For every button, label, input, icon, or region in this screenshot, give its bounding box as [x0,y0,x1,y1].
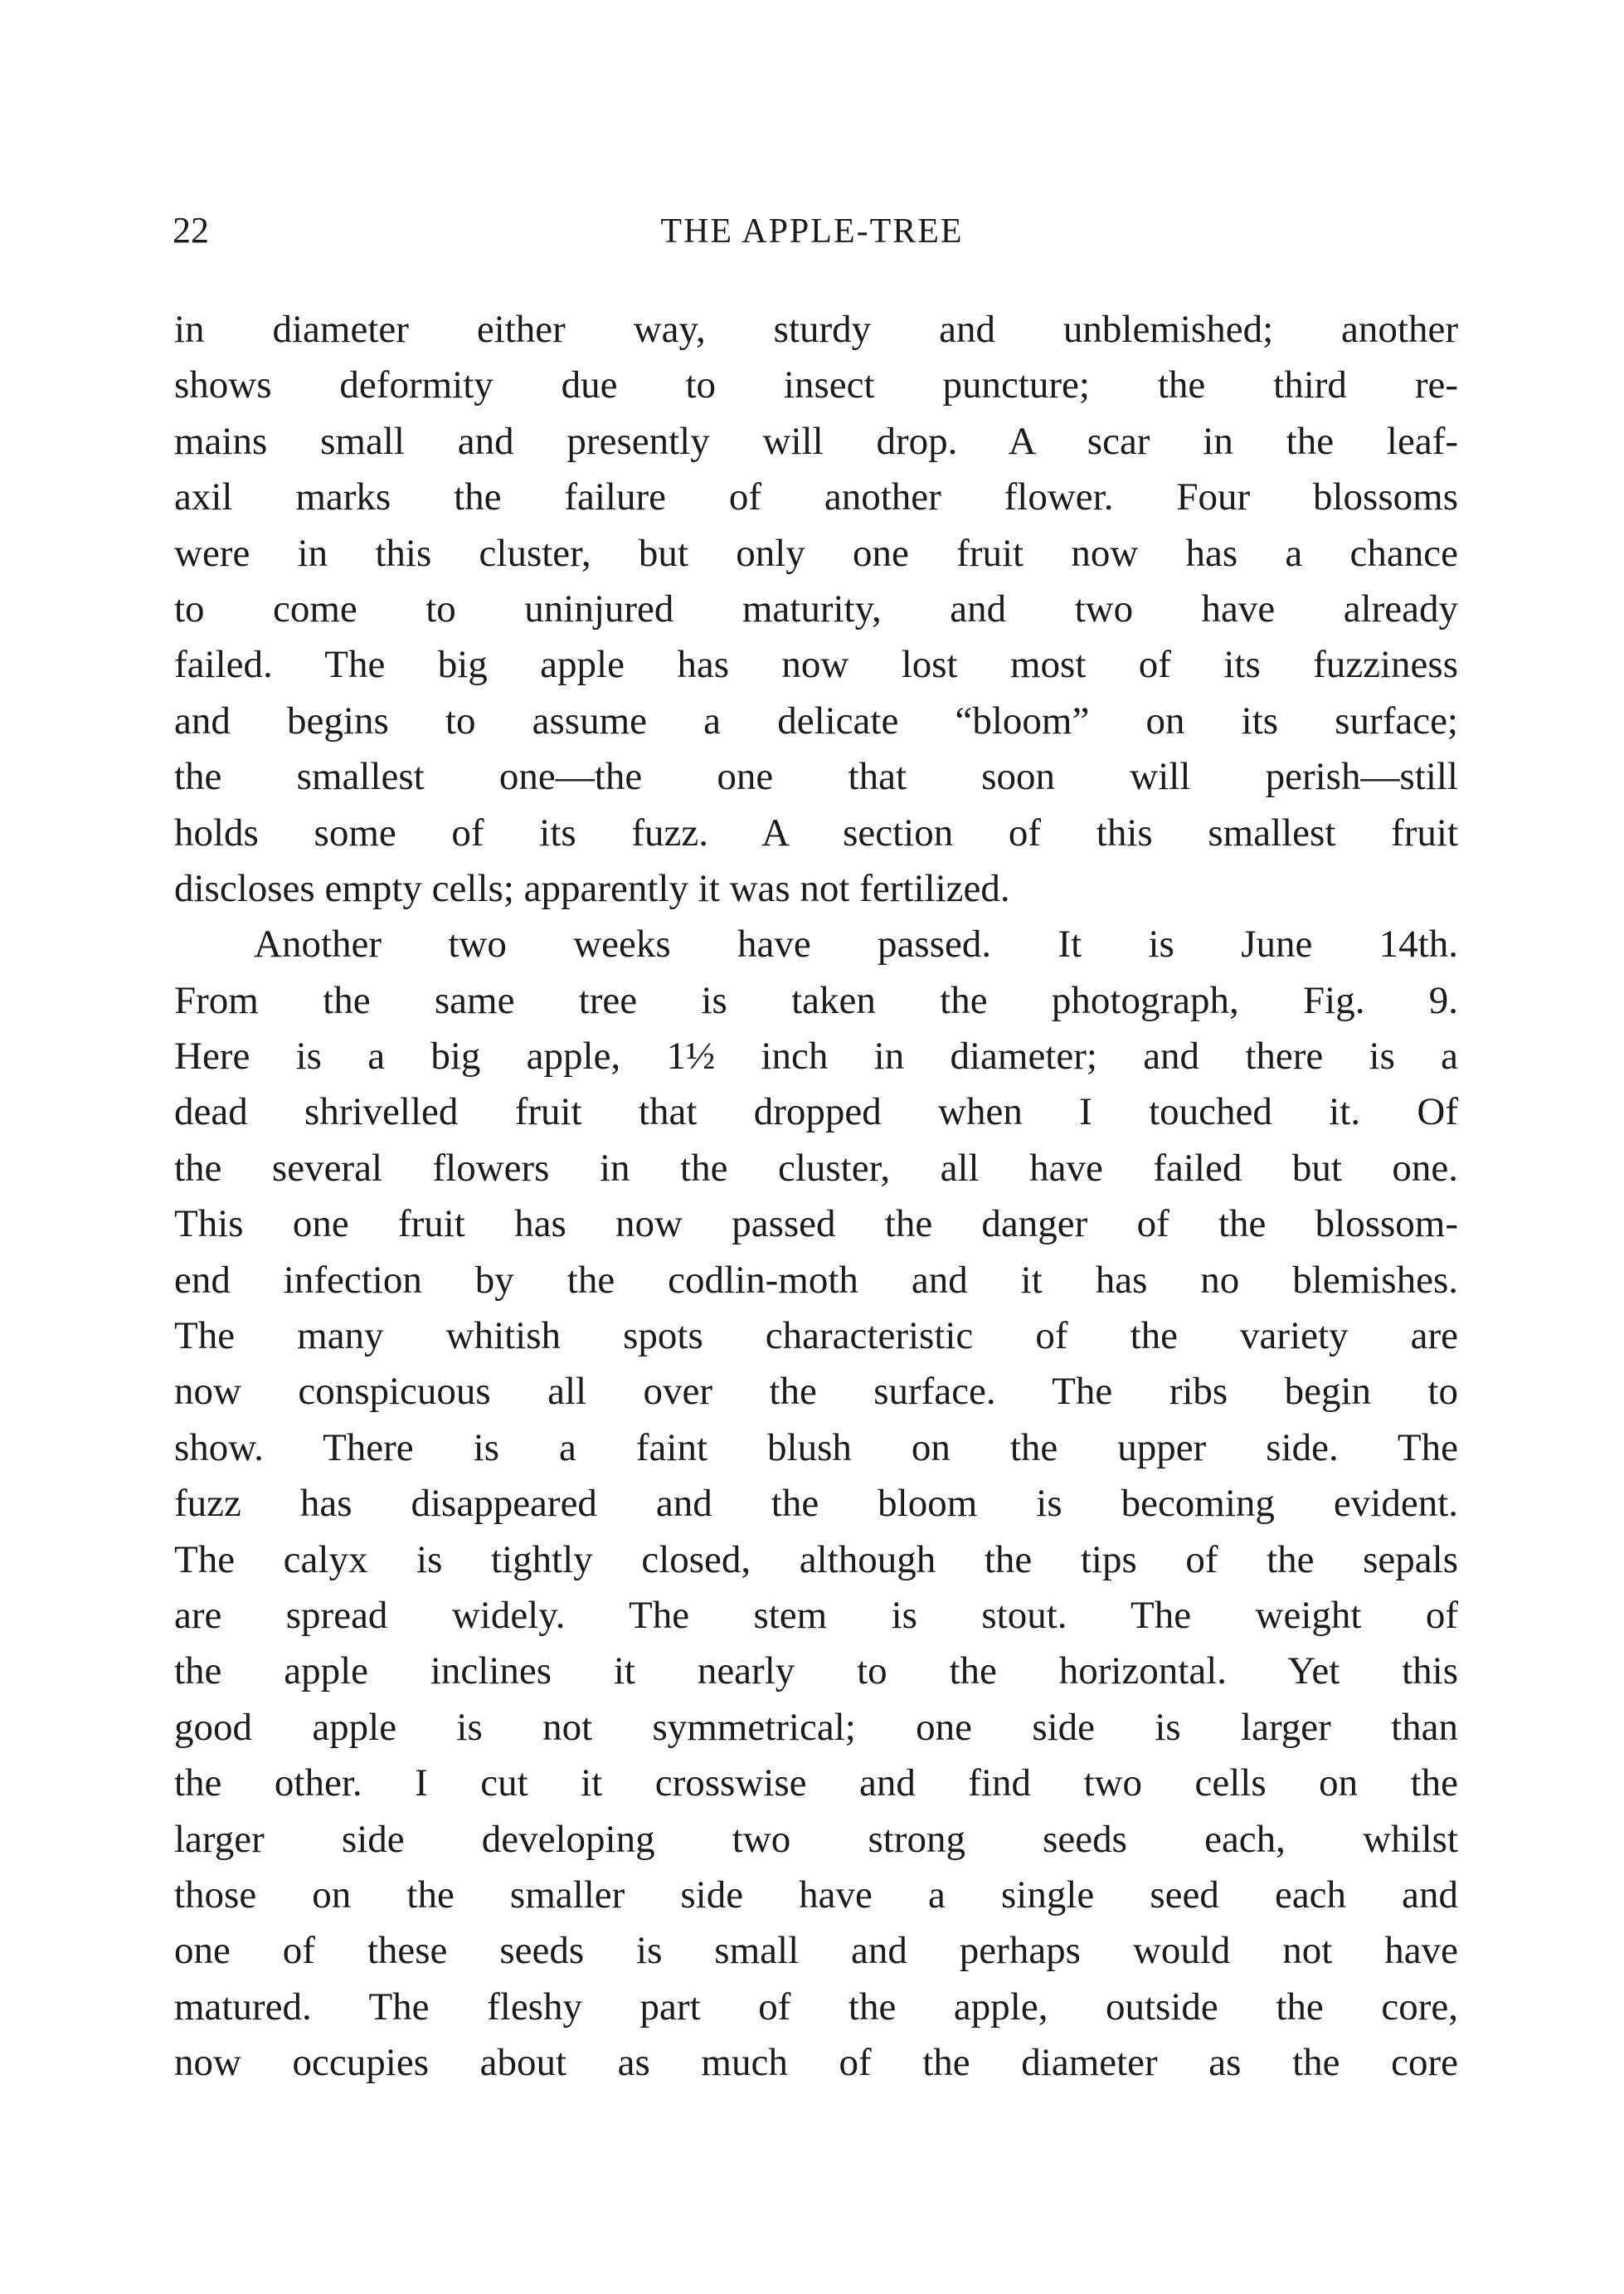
text-line: The many whitish spots characteristic of the variety are [174,1314,1458,1358]
text-line: discloses empty cells; apparently it was not fertilized. [174,866,1010,910]
text-line: mains small and presently will drop. A scar in the leaf- [174,419,1458,463]
text-line: the smallest one—the one that soon will perish—still [174,755,1458,799]
page-number: 22 [173,210,209,251]
text-line: good apple is not symmetrical; one side is larger than [174,1705,1458,1749]
paragraph [174,917,1458,2091]
text-line: one of these seeds is small and perhaps would not have [174,1929,1458,1973]
body-text [174,302,1458,2092]
text-line: show. There is a faint blush on the upper side. The [174,1425,1458,1469]
text-line: now conspicuous all over the surface. The ribs begin to [174,1370,1458,1414]
text-line: The calyx is tightly closed, although the tips of the sepals [174,1537,1458,1581]
text-line: failed. The big apple has now lost most of its fuzziness [174,643,1458,687]
text-line: matured. The fleshy part of the apple, outside the core, [174,1985,1458,2029]
paragraph [174,302,1458,917]
running-title: THE APPLE-TREE [660,212,964,251]
text-line: are spread widely. The stem is stout. The weight of [174,1593,1458,1637]
text-line: axil marks the failure of another flower. Four blossoms [174,475,1458,519]
text-line: and begins to assume a delicate “bloom” on its surface; [174,699,1458,743]
text-line: larger side developing two strong seeds each, whilst [174,1817,1458,1861]
text-line: This one fruit has now passed the danger of the blossom- [174,1202,1458,1246]
text-line: shows deformity due to insect puncture; the third re- [174,363,1458,407]
text-line: the several flowers in the cluster, all have failed but one. [174,1146,1458,1190]
text-line: now occupies about as much of the diameter as the core [174,2041,1458,2085]
text-line: the apple inclines it nearly to the horizontal. Yet this [174,1649,1458,1693]
text-line: dead shrivelled fruit that dropped when I touched it. Of [174,1090,1458,1134]
text-line: Here is a big apple, 1½ inch in diameter; and there is a [174,1035,1458,1079]
text-line: in diameter either way, sturdy and unblemished; another [174,308,1458,351]
text-line: the other. I cut it crosswise and find two cells on the [174,1761,1458,1805]
text-line: fuzz has disappeared and the bloom is becoming evident. [174,1482,1458,1526]
text-line: Another two weeks have passed. It is June 14th. [254,923,1458,967]
text-line: From the same tree is taken the photograph, Fig. 9. [174,978,1458,1022]
text-line: to come to uninjured maturity, and two have already [174,587,1458,631]
text-line: holds some of its fuzz. A section of this smallest fruit [174,811,1458,855]
text-line: those on the smaller side have a single seed each and [174,1873,1458,1917]
text-line: end infection by the codlin-moth and it has no blemishes. [174,1258,1458,1302]
text-line: were in this cluster, but only one fruit now has a chance [174,531,1458,575]
